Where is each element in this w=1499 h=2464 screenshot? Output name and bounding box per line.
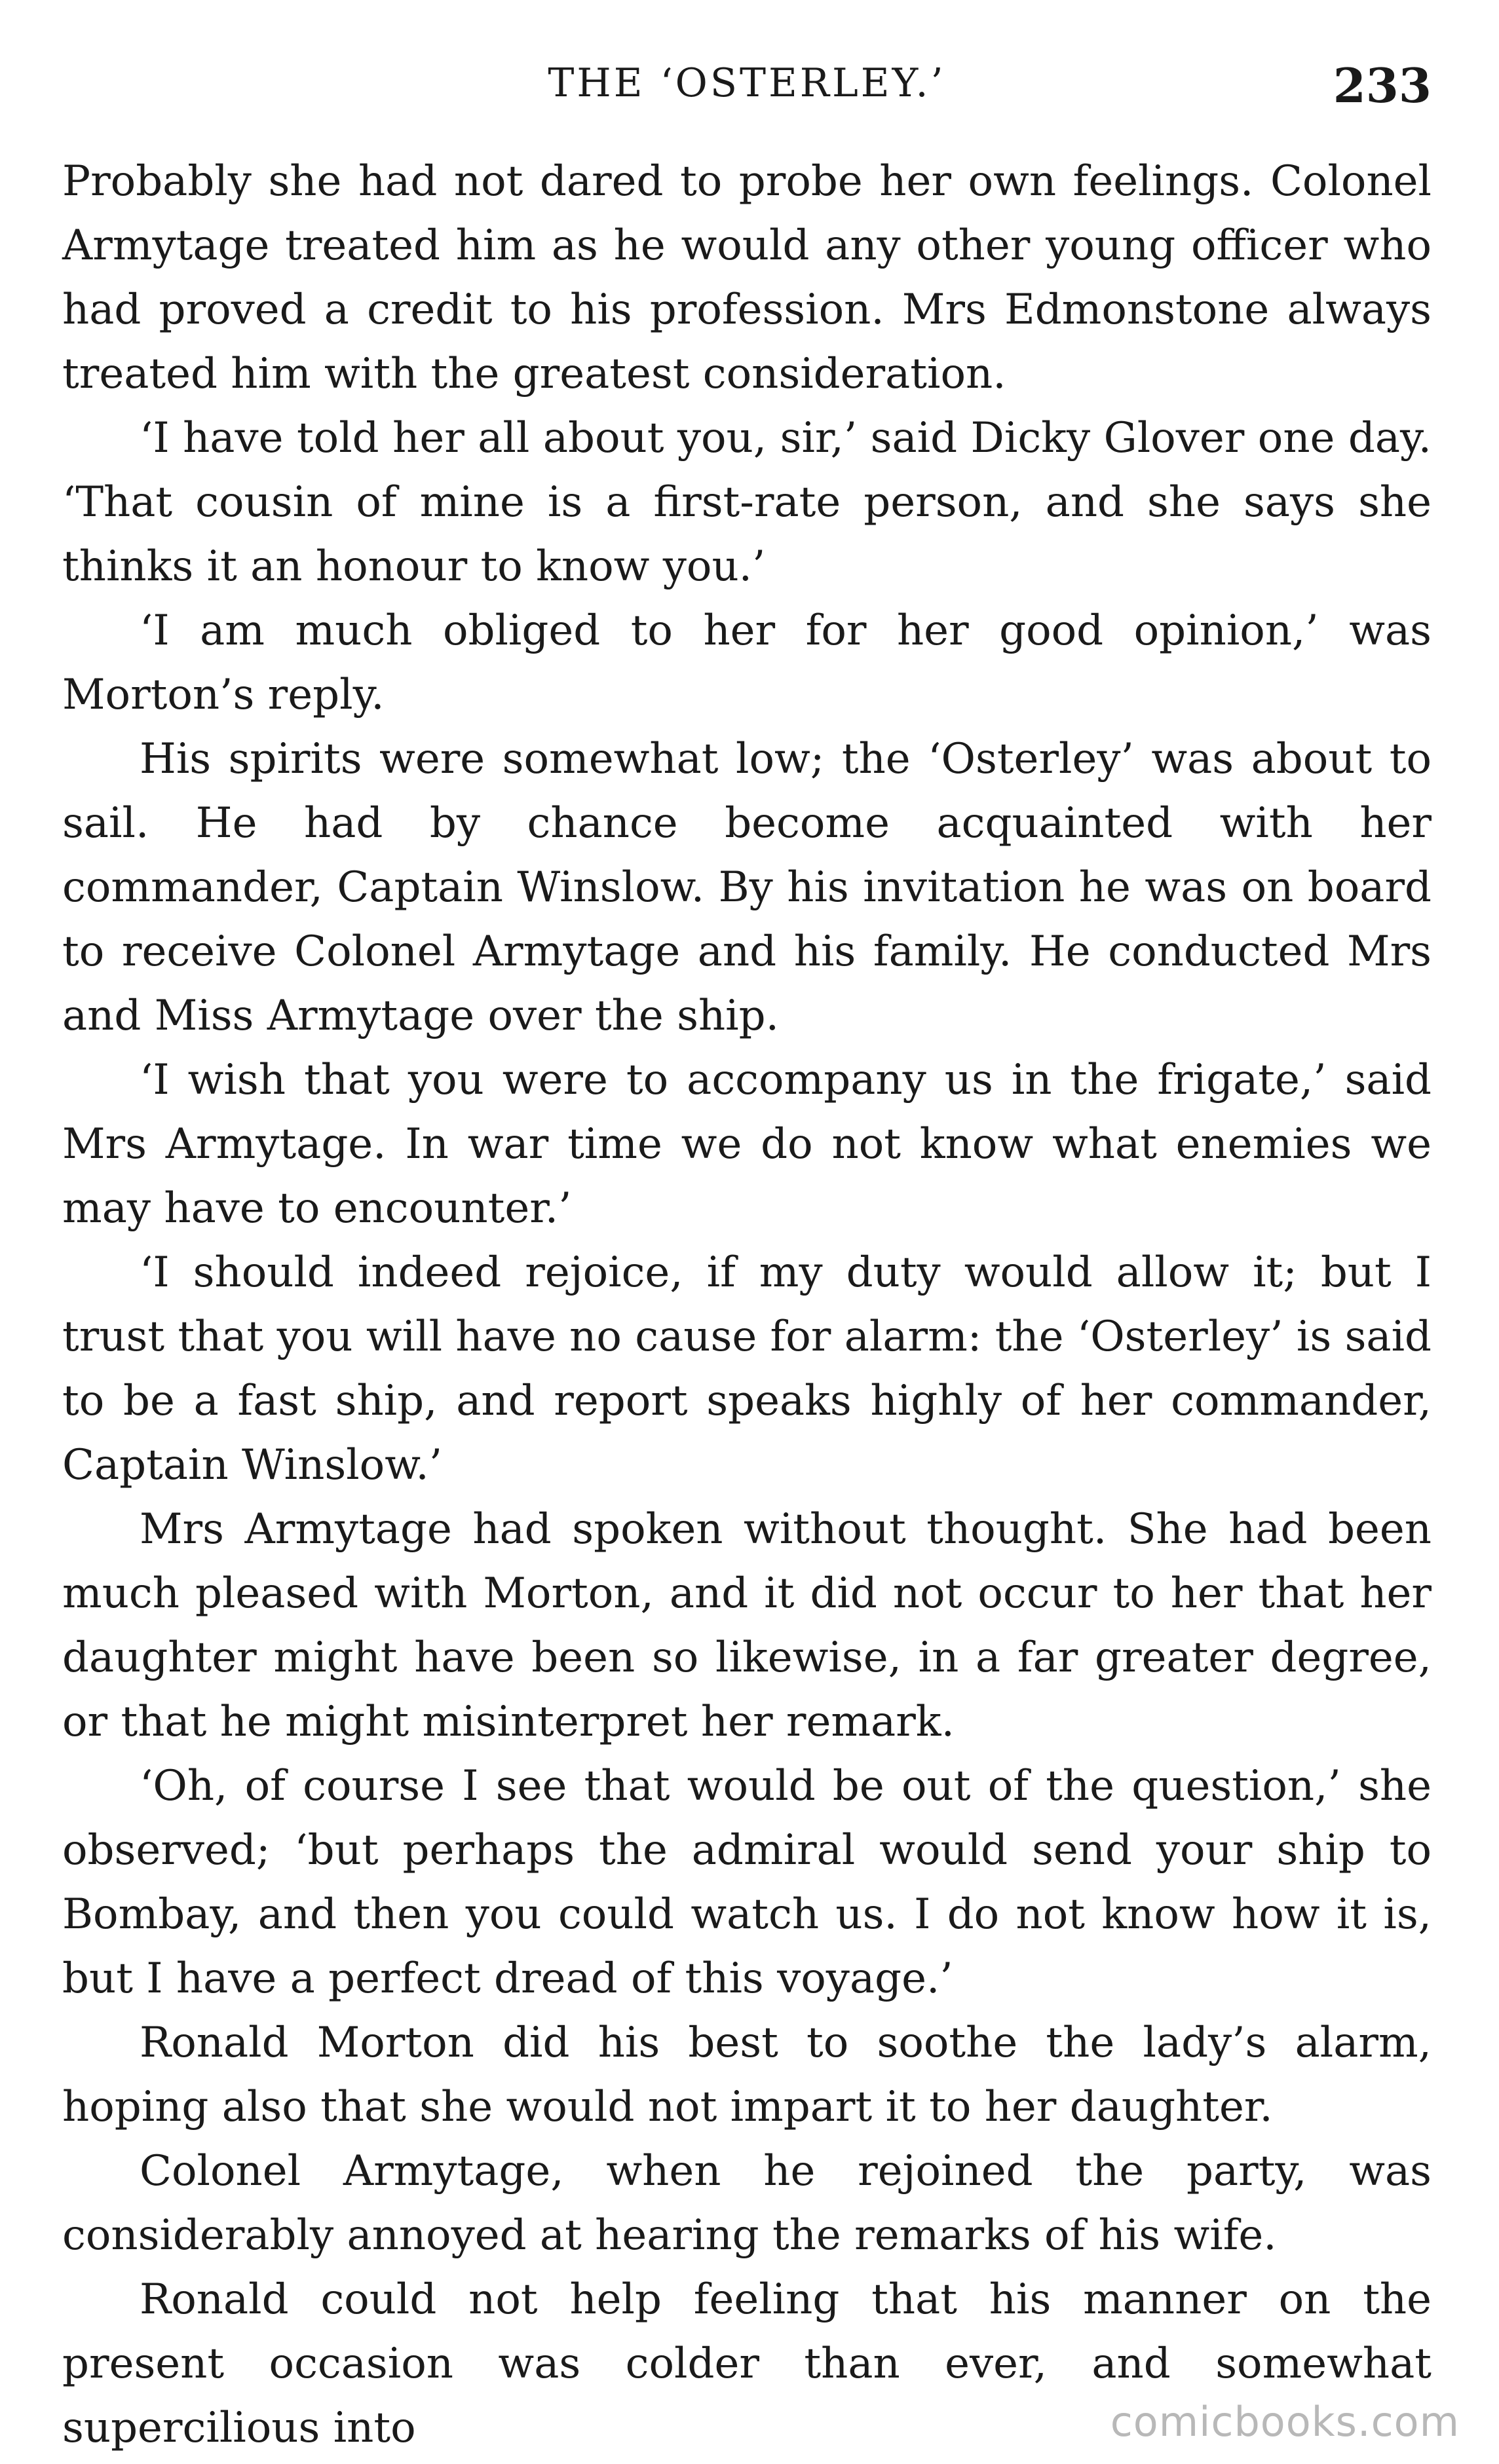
paragraph-4: His spirits were somewhat low; the ‘Osterley’ was about to sail. He had by chance become acquainted with her commander, Captain Winslow. By his invitation he was on board to receive Colonel Armytage and his family. He conducted Mrs and Miss Armytage over the ship. <box>62 735 1432 1040</box>
paragraph-5: ‘I wish that you were to accompany us in the frigate,’ said Mrs Armytage. In war time we do not know what enemies we may have to encounter.’ <box>62 1056 1432 1233</box>
paragraph-7: Mrs Armytage had spoken without thought. She had been much pleased with Morton, and it did not occur to her that her daughter might have been so likewise, in a far greater degree, or that he might misinterpret her remark. <box>62 1505 1432 1746</box>
paragraph-2: ‘I have told her all about you, sir,’ said Dicky Glover one day. ‘That cousin of mine is a first-rate person, and she says she thinks it an honour to know you.’ <box>62 414 1432 591</box>
paragraph-3: ‘I am much obliged to her for her good opinion,’ was Morton’s reply. <box>62 607 1432 719</box>
page-number: 233 <box>1333 58 1432 113</box>
watermark: comicbooks.com <box>1110 2398 1460 2446</box>
running-head <box>62 60 1432 119</box>
paragraph-10: Colonel Armytage, when he rejoined the party, was considerably annoyed at hearing the remarks of his wife. <box>62 2147 1432 2260</box>
paragraph-1: Probably she had not dared to probe her own feelings. Colonel Armytage treated him as he would any other young officer who had proved a credit to his profession. Mrs Edmonstone always treated him with the greatest consideration. <box>62 157 1432 398</box>
paragraph-6: ‘I should indeed rejoice, if my duty would allow it; but I trust that you will have no cause for alarm: the ‘Osterley’ is said to be a fast ship, and report speaks highly of her commander, Captain Winslow.’ <box>62 1248 1432 1489</box>
paragraph-8: ‘Oh, of course I see that would be out of the question,’ she observed; ‘but perhaps the admiral would send your ship to Bombay, and then you could watch us. I do not know how it is, but I have a perfect dread of this voyage.’ <box>62 1762 1432 2003</box>
paragraph-9: Ronald Morton did his best to soothe the lady’s alarm, hoping also that she would not impart it to her daughter. <box>62 2019 1432 2131</box>
body-text <box>62 149 1432 2460</box>
paragraph-11: Ronald could not help feeling that his manner on the present occasion was colder than ever, and somewhat supercilious into <box>62 2275 1432 2452</box>
running-title: THE ‘OSTERLEY.’ <box>548 60 946 106</box>
